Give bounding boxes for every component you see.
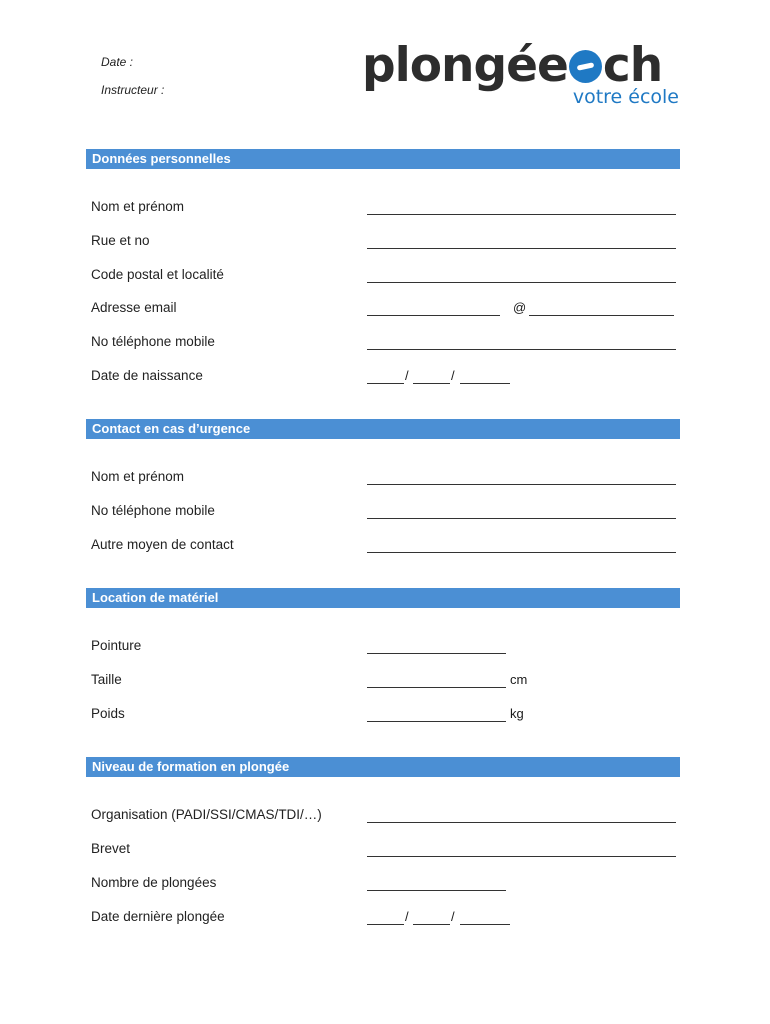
last-dive-year-field[interactable]	[460, 924, 510, 925]
field-label: Rue et no	[91, 233, 150, 248]
personal-zip-city-field[interactable]	[367, 282, 676, 283]
email-user-field[interactable]	[367, 315, 500, 316]
section-training-header	[86, 757, 680, 777]
training-dives-row	[91, 875, 680, 895]
personal-birthdate-row	[91, 368, 680, 388]
field-label: Organisation (PADI/SSI/CMAS/TDI/…)	[91, 807, 322, 822]
date-separator: /	[405, 368, 409, 383]
personal-street-row	[91, 233, 680, 253]
field-label: No téléphone mobile	[91, 334, 215, 349]
section-personal-header	[86, 149, 680, 169]
field-label: Brevet	[91, 841, 131, 856]
logo-text-left: plongée	[362, 38, 568, 93]
field-label: No téléphone mobile	[91, 503, 215, 518]
rental-height-row	[91, 672, 680, 692]
date-separator: /	[405, 909, 409, 924]
field-label: Date dernière plongée	[91, 909, 225, 924]
personal-email-row	[91, 300, 680, 320]
date-label: Date :	[101, 55, 134, 69]
birthdate-day-field[interactable]	[367, 383, 404, 384]
logo-wordmark	[362, 40, 662, 92]
section-rental-title: Location de matériel	[92, 590, 219, 605]
emergency-other-row	[91, 537, 680, 557]
personal-mobile-row	[91, 334, 680, 354]
training-org-row	[91, 807, 680, 827]
section-rental-header	[86, 588, 680, 608]
field-label: Poids	[91, 706, 125, 721]
date-separator: /	[451, 909, 455, 924]
field-label: Pointure	[91, 638, 142, 653]
height-unit: cm	[510, 672, 528, 687]
field-label: Adresse email	[91, 300, 177, 315]
height-field[interactable]	[367, 687, 506, 688]
email-domain-field[interactable]	[529, 315, 674, 316]
section-emergency-header	[86, 419, 680, 439]
personal-name-field[interactable]	[367, 214, 676, 215]
emergency-name-row	[91, 469, 680, 489]
plongee-ch-logo	[362, 40, 682, 112]
personal-name-row	[91, 199, 680, 219]
weight-field[interactable]	[367, 721, 506, 722]
date-separator: /	[451, 368, 455, 383]
emergency-mobile-row	[91, 503, 680, 523]
personal-mobile-field[interactable]	[367, 349, 676, 350]
last-dive-month-field[interactable]	[413, 924, 450, 925]
field-label: Nom et prénom	[91, 469, 185, 484]
email-at-sign: @	[513, 300, 527, 315]
shoe-size-field[interactable]	[367, 653, 506, 654]
diver-icon	[569, 50, 602, 83]
organisation-field[interactable]	[367, 822, 676, 823]
birthdate-month-field[interactable]	[413, 383, 450, 384]
logo-tagline: votre école	[572, 86, 679, 108]
weight-unit: kg	[510, 706, 524, 721]
emergency-name-field[interactable]	[367, 484, 676, 485]
field-label: Nombre de plongées	[91, 875, 217, 890]
section-emergency-title: Contact en cas d’urgence	[92, 421, 251, 436]
rental-weight-row	[91, 706, 680, 726]
personal-street-field[interactable]	[367, 248, 676, 249]
personal-zip-city-row	[91, 267, 680, 287]
field-label: Taille	[91, 672, 122, 687]
training-cert-row	[91, 841, 680, 861]
field-label: Autre moyen de contact	[91, 537, 234, 552]
last-dive-day-field[interactable]	[367, 924, 404, 925]
field-label: Code postal et localité	[91, 267, 224, 282]
instructor-label: Instructeur :	[101, 83, 165, 97]
dive-count-field[interactable]	[367, 890, 506, 891]
certification-field[interactable]	[367, 856, 676, 857]
field-label: Date de naissance	[91, 368, 203, 383]
emergency-other-field[interactable]	[367, 552, 676, 553]
logo-text-right: ch	[602, 38, 663, 93]
emergency-mobile-field[interactable]	[367, 518, 676, 519]
section-personal-title: Données personnelles	[92, 151, 231, 166]
section-training-title: Niveau de formation en plongée	[92, 759, 290, 774]
field-label: Nom et prénom	[91, 199, 185, 214]
birthdate-year-field[interactable]	[460, 383, 510, 384]
training-last-dive-row	[91, 909, 680, 929]
rental-shoe-row	[91, 638, 680, 658]
